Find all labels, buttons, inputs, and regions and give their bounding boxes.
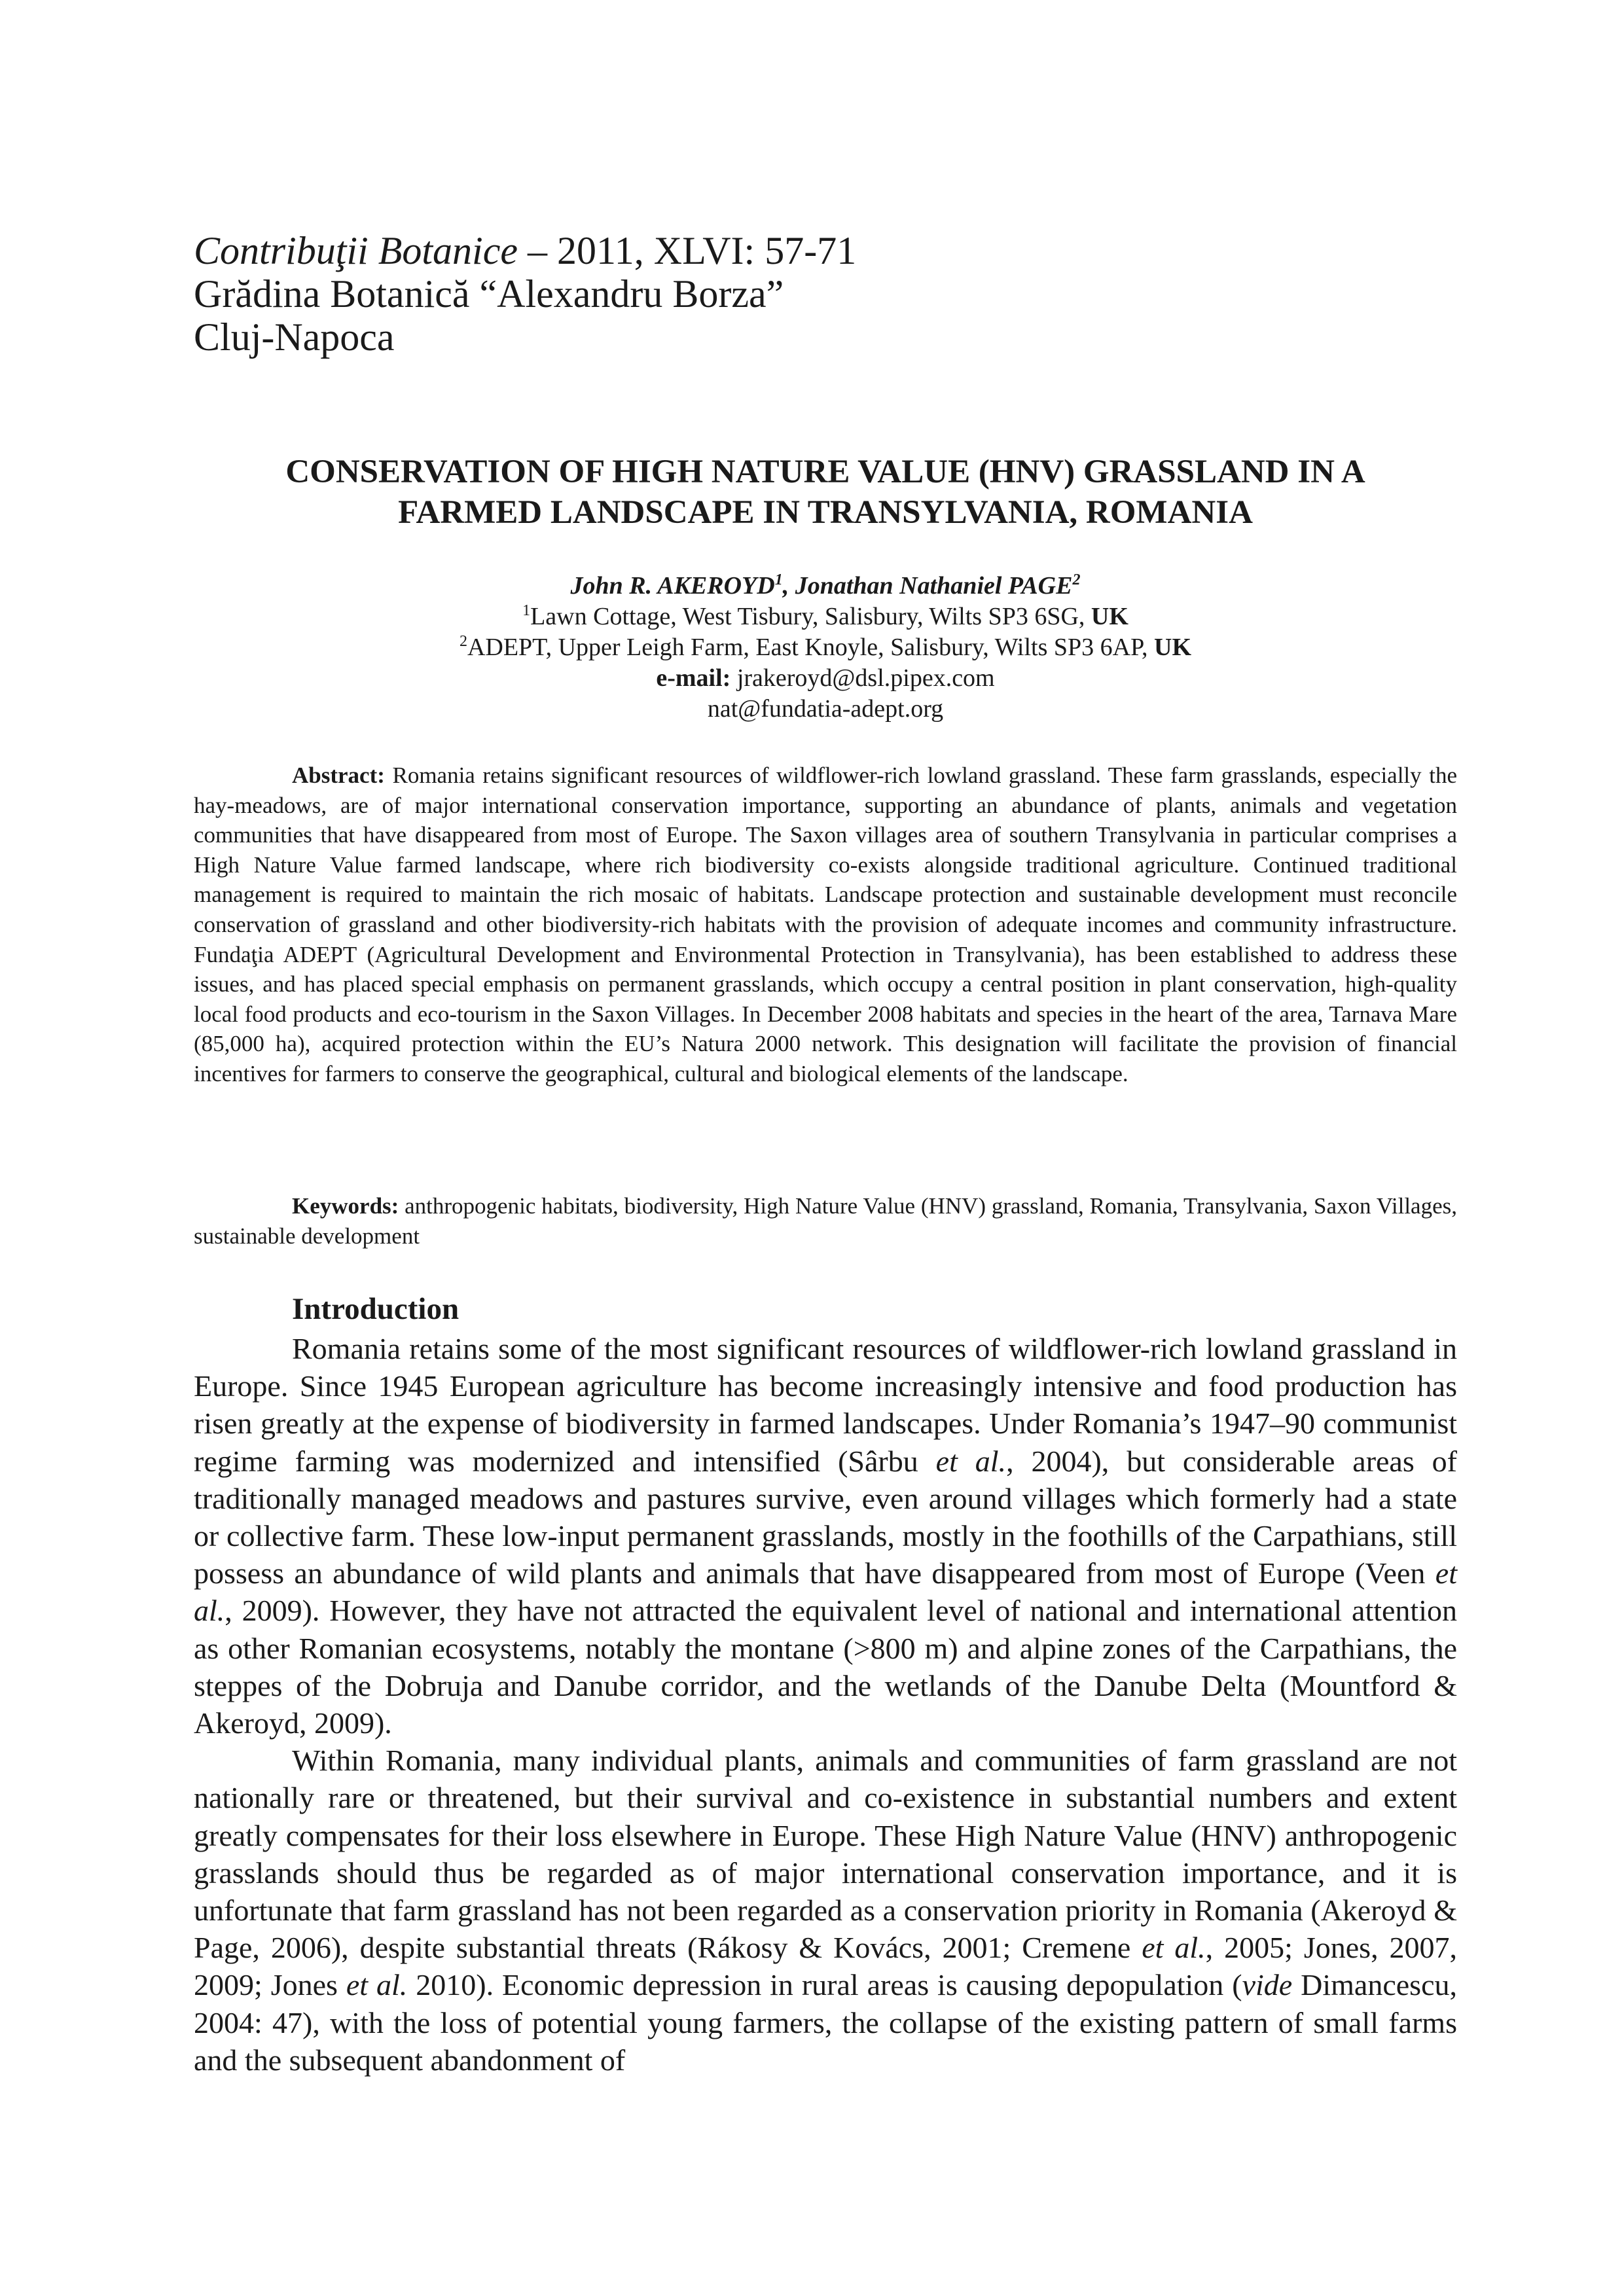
author-1-sup: 1 (774, 571, 783, 588)
affiliation-2-sup: 2 (459, 633, 467, 650)
p1-et-al-2: et al. (194, 1556, 1457, 1628)
author-names (194, 571, 1457, 601)
affiliation-1-text: Lawn Cottage, West Tisbury, Salisbury, Wilts SP3 6SG, (530, 603, 1091, 630)
abstract (194, 761, 1457, 1089)
email-1: jrakeroyd@dsl.pipex.com (731, 664, 995, 692)
journal-city: Cluj-Napoca (194, 315, 395, 359)
email-2: nat@fundatia-adept.org (707, 695, 944, 723)
journal-name: Contribuţii Botanice (194, 229, 518, 272)
p1-text-a: Romania retains some of the most significant resources of wildflower-rich lowland grassland in Europe. Since 1945 European agriculture has become increasingly intensive and food production has risen greatly at the expense of biodiversity in farmed landscapes. Under Romania’s 1947–90 communist regime farming was modernized and intensified (Sârbu (194, 1332, 1457, 1478)
abstract-text: Romania retains significant resources of wildflower-rich lowland grassland. These farm grasslands, especially the hay-meadows, are of major international conservation importance, supporting an abundance of plants, animals and vegetation communities that have disappeared from most of Europe. The Saxon villages area of southern Transylvania in particular comprises a High Nature Value farmed landscape, where rich biodiversity co-exists alongside traditional agriculture. Continued traditional management is required to maintain the rich mosaic of habitats. Landscape protection and sustainable development must reconcile conservation of grassland and other biodiversity-rich habitats with the provision of adequate incomes and community infrastructure. Fundaţia ADEPT (Agricultural Development and Environmental Protection in Transylvania), has been established to address these issues, and has placed special emphasis on permanent grasslands, which occupy a central position in plant conservation, high-quality local food products and eco-tourism in the Saxon Villages. In December 2008 habitats and species in the heart of the area, Tarnava Mare (85,000 ha), acquired protection within the EU’s Natura 2000 network. This designation will facilitate the provision of financial incentives for farmers to conserve the geographical, cultural and biological elements of the landscape. (194, 762, 1457, 1086)
title-line-1: CONSERVATION OF HIGH NATURE VALUE (HNV) GRASSLAND IN A (285, 454, 1365, 490)
journal-citation (194, 229, 1437, 272)
author-2-sup: 2 (1072, 571, 1081, 588)
p2-text-a: Within Romania, many individual plants, animals and communities of farm grassland are not nationally rare or threatened, but their survival and co-existence in substantial numbers and extent greatly compensates for their loss elsewhere in Europe. These High Nature Value (HNV) anthropogenic grasslands should thus be regarded as of major international conservation importance, and it is unfortunate that farm grassland has not been regarded as a conservation priority in Romania (Akeroyd & Page, 2006), despite substantial threats (Rákosy & Kovács, 2001; Cremene (194, 1744, 1457, 1965)
introduction-paragraph-2 (194, 1742, 1457, 2079)
paper-title (194, 452, 1457, 533)
email-label: e-mail: (656, 664, 731, 692)
affiliation-2-country: UK (1154, 634, 1192, 661)
keywords-label: Keywords: (292, 1193, 399, 1219)
keywords (194, 1191, 1457, 1251)
title-line-2: FARMED LANDSCAPE IN TRANSYLVANIA, ROMANIA (398, 494, 1253, 531)
affiliation-1 (194, 601, 1457, 632)
p1-et-al-1: et al. (935, 1444, 1007, 1478)
p1-text-c: , 2009). However, they have not attracted the equivalent level of national and international attention as other Romanian ecosystems, notably the montane (>800 m) and alpine zones of the Carpathians, the steppes of the Dobruja and Danube corridor, and the wetlands of the Danube Delta (Mountford & Akeroyd, 2009). (194, 1594, 1457, 1740)
introduction-body (194, 1330, 1457, 2079)
affiliation-2-text: ADEPT, Upper Leigh Farm, East Knoyle, Salisbury, Wilts SP3 6AP, (467, 634, 1155, 661)
p2-text-b: , 2005; Jones, 2007, 2009; Jones (194, 1931, 1458, 2002)
abstract-label: Abstract: (292, 762, 385, 788)
keywords-text: anthropogenic habitats, biodiversity, High Nature Value (HNV) grassland, Romania, Transylvania, Saxon Villages, sustainable development (194, 1193, 1457, 1249)
journal-institution: Grădina Botanică “Alexandru Borza” (194, 272, 784, 315)
journal-header (194, 229, 1437, 359)
author-2: Jonathan Nathaniel PAGE (795, 572, 1073, 600)
p2-et-al-1: et al. (1142, 1931, 1206, 1965)
introduction-heading: Introduction (292, 1292, 460, 1326)
introduction-paragraph-1 (194, 1330, 1457, 1742)
p1-text-b: , 2004), but considerable areas of traditionally managed meadows and pastures survive, even around villages which formerly had a state or collective farm. These low-input permanent grasslands, mostly in the foothills of the Carpathians, still possess an abundance of wild plants and animals that have disappeared from most of Europe (Veen (194, 1444, 1457, 1590)
p2-vide: vide (1242, 1968, 1293, 2002)
p2-text-d: Dimancescu, 2004: 47), with the loss of potential young farmers, the collapse of the existing pattern of small farms and the subsequent abandonment of (194, 1968, 1457, 2077)
affiliation-1-country: UK (1091, 603, 1128, 630)
p2-et-al-2: et al. (346, 1968, 408, 2002)
journal-issue: – 2011, XLVI: 57-71 (517, 229, 857, 272)
p2-text-c: 2010). Economic depression in rural areas is causing depopulation ( (407, 1968, 1242, 2002)
author-separator: , (782, 572, 795, 600)
email-line (194, 663, 1457, 694)
affiliation-1-sup: 1 (522, 602, 531, 619)
author-1: John R. AKEROYD (570, 572, 775, 600)
authors-block (194, 571, 1457, 725)
affiliation-2 (194, 632, 1457, 663)
